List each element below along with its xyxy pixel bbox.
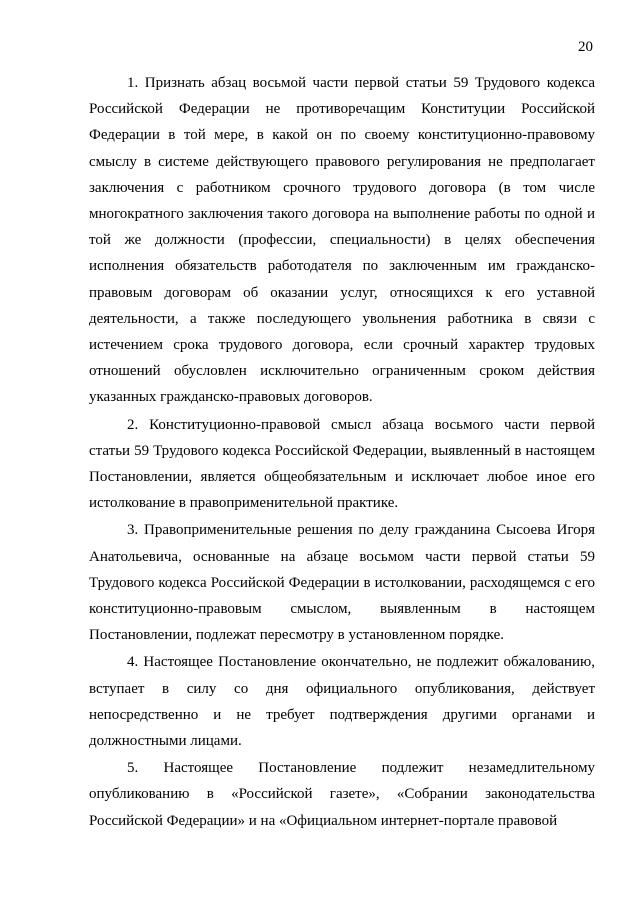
paragraph-3: 3. Правоприменительные решения по делу гражданина Сысоева Игоря Анатольевича, основанные на абзаце восьмом части первой статьи 59 Трудового кодекса Российской Федерации в истолковании, расходящемся с его конституционно-правовым смыслом, выявленным в настоящем Постановлении, подлежат пересмотру в установленном порядке. (89, 522, 595, 644)
paragraph-1: 1. Признать абзац восьмой части первой статьи 59 Трудового кодекса Российской Федерации не противоречащим Конституции Российской Федерации в той мере, в какой он по своему конституционно-правовому смыслу в системе действующего правового регулирования не предполагает заключения с работником срочного трудового договора (в том числе многократного заключения такого договора на выполнение работы по одной и той же должности (профессии, специальности) в целях обеспечения исполнения обязательств работодателя по заключенным им гражданско-правовым договорам об оказании услуг, относящихся к его уставной деятельности, а также последующего увольнения работника в связи с истечением срока трудового договора, если срочный характер трудовых отношений обусловлен исключительно ограниченным сроком действия указанных гражданско-правовых договоров. (89, 75, 595, 406)
page-number: 20 (578, 39, 593, 55)
document-body (89, 70, 595, 835)
paragraph-5: 5. Настоящее Постановление подлежит незамедлительному опубликованию в «Российской газете», «Собрании законодательства Российской Федерации» и на «Официальном интернет-портале правовой (89, 760, 595, 829)
paragraph-4: 4. Настоящее Постановление окончательно, не подлежит обжалованию, вступает в силу со дня официального опубликования, действует непосредственно и не требует подтверждения другими органами и должностными лицами. (89, 654, 595, 750)
paragraph-2: 2. Конституционно-правовой смысл абзаца восьмого части первой статьи 59 Трудового кодекса Российской Федерации, выявленный в настоящем Постановлении, является общеобязательным и исключает любое иное его истолкование в правоприменительной практике. (89, 416, 595, 512)
